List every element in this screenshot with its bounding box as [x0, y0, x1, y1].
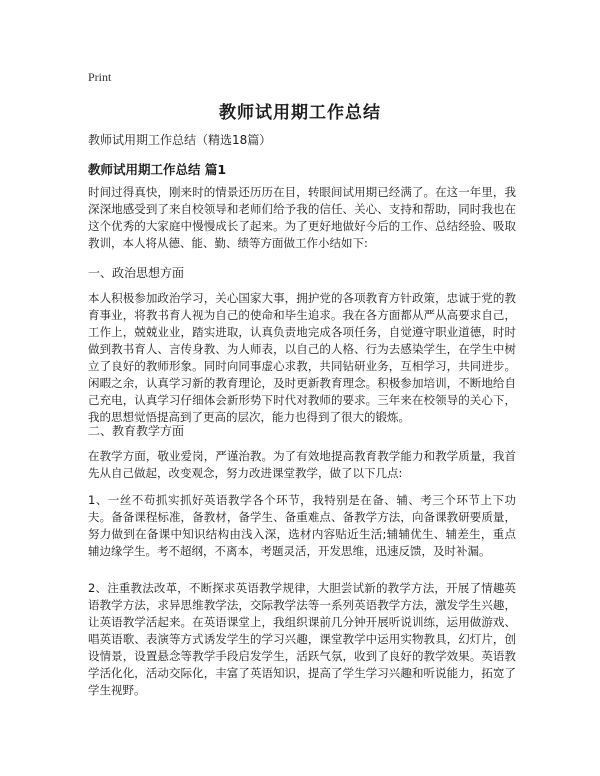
point2-paragraph: 2、注重教法改革，不断探求英语教学规律，大胆尝试新的教学方法，开展了情趣英语教学方法，求异思维教学法，交际教学法等一系列英语教学方法，激发学生兴趣，让英语教学活起来。在英语课堂上，我组织课前几分钟开展听说训练，运用做游戏、唱英语歌、表演等方式诱发学生的学习兴趣，课堂教学中运用实物教具，幻灯片，创设情景，设置悬念等教学手段启发学生，活跃气氛，收到了良好的教学效果。英语教学活化化，活动交际化，丰富了英语知识，提高了学生学习兴趣和听说能力，拓宽了学生视野。	[88, 581, 516, 697]
section-title: 教师试用期工作总结 篇1	[88, 162, 227, 177]
intro-paragraph: 时间过得真快，刚来时的情景还历历在目，转眼间试用期已经满了。在这一年里，我深深地感受到了来自校领导和老师们给予我的信任、关心、支持和帮助，同时我也在这个优秀的大家庭中慢慢成长了起来。为了更好地做好今后的工作、总结经验、吸取教训，本人将从德、能、勤、绩等方面做工作小结如下:	[88, 185, 516, 250]
point1-paragraph: 1、一丝不苟抓实抓好英语教学各个环节，我特别是在备、辅、考三个环节上下功夫。备备课程标准，备教材，备学生、备重难点、备教学方法，向备课教研要质量，努力做到在备课中知识结构由浅入深，选材内容贴近生活;辅辅优生、辅差生，重点辅边缘学生。考不超纲，不离本，考题灵活，开发思维，迅速反馈，及时补漏。	[88, 493, 516, 558]
teaching-paragraph: 在教学方面，敬业爱岗，严谨治教。为了有效地提高教育教学能力和教学质量，我首先从自己做起，改变观念，努力改进课堂教学，做了以下几点:	[88, 449, 516, 480]
heading-politics: 一、政治思想方面	[88, 266, 185, 280]
print-label[interactable]: Print	[88, 70, 112, 84]
document-subtitle: 教师试用期工作总结（精选18篇）	[88, 133, 272, 147]
politics-paragraph: 本人积极参加政治学习，关心国家大事，拥护党的各项教育方针政策，忠诚于党的教育事业，将教书育人视为自己的使命和毕生追求。我在各方面都从严从高要求自己，工作上，兢兢业业，踏实进取，认真负责地完成各项任务，自觉遵守职业道德，时时做到教书育人、言传身教、为人师表，以自己的人格、行为去感染学生，在学生中树立了良好的教师形象。同时向同事虚心求教，共同钻研业务，互相学习，共同进步。闲暇之余，认真学习新的教育理论，及时更新教育理念。积极参加培训，不断地给自己充电，认真学习仔细体会新形势下时代对教师的要求。三年来在校领导的关心下，我的思想觉悟提高到了更高的层次，能力也得到了很大的锻炼。	[88, 291, 516, 424]
heading-teaching: 二、教育教学方面	[88, 424, 185, 438]
page-title: 教师试用期工作总结	[219, 103, 381, 123]
